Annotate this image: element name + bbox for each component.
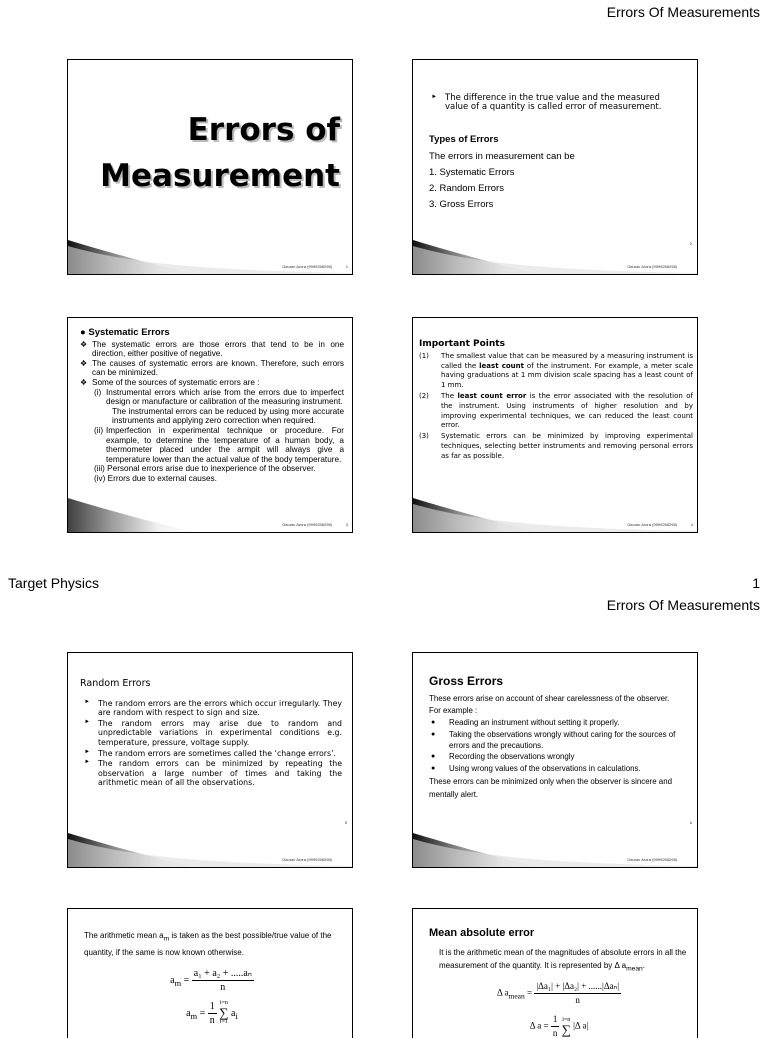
- formula-sub: mean: [508, 990, 525, 1000]
- slide-heading: Important Points: [419, 339, 505, 349]
- formula-lhs: a: [186, 1007, 191, 1019]
- list-item: 2. Random Errors: [429, 183, 504, 194]
- slide-heading: Types of Errors: [429, 134, 499, 145]
- slide-credit: Gaurav Arora (9999258298): [282, 857, 332, 862]
- slide-credit: Gaurav Arora (9999258298): [627, 264, 677, 269]
- slide-6: [412, 652, 698, 868]
- intro-bullet: ‣ The difference in the true value and the measured value of a quantity is called error of measurement.: [427, 94, 677, 112]
- slide-title-line2: Measurement: [100, 158, 340, 194]
- sub-label: (i): [94, 387, 102, 397]
- sub-text: Instrumental errors which arise from the errors due to imperfect design or manufacture or calibration of the measuring instrument.: [106, 387, 344, 407]
- slide-2: [412, 59, 698, 275]
- slide-5: [67, 652, 353, 868]
- text: m: [163, 935, 170, 943]
- slide-number: 2: [689, 241, 692, 246]
- formula-sum: $a_m$ = $\frac{1}{n}$ i=n ∑ i=1 $a_i$: [186, 1000, 238, 1026]
- text: The arithmetic mean a: [84, 931, 164, 940]
- list-item: ● Taking the observations wrongly without caring for the sources of errors and the precautions.: [429, 729, 689, 751]
- sum-symbol: [219, 1000, 228, 1026]
- formula-term: |: [586, 1020, 589, 1031]
- bullet-icon: ●: [80, 327, 89, 338]
- point-term: least count: [479, 361, 524, 370]
- slide-1: [67, 59, 353, 275]
- formula-sub: m: [190, 1011, 198, 1021]
- point-text: Systematic errors can be minimized by improving experimental techniques, selecting better instruments and removing personal errors as far as possible.: [441, 432, 693, 460]
- slide-lead: The errors in measurement can be: [429, 151, 575, 162]
- formula-term: |Δ a: [573, 1020, 587, 1031]
- slide-credit: Gaurav Arora (9999258298): [627, 857, 677, 862]
- point-text: is the error associated with the resolution of the instrument. Using instruments of higher resolution and by improving experimental techniques, we can reduced the least count error.: [441, 391, 693, 430]
- paragraph: For example :: [429, 706, 478, 715]
- text: It is the arithmetic mean of the magnitudes of absolute errors in all the measurement of the quantity. It is represented by Δ a: [439, 948, 687, 970]
- slide-number: 4: [690, 522, 693, 527]
- paragraph: [429, 946, 689, 976]
- formula-sub: m: [174, 978, 182, 988]
- slide-number: 3: [345, 522, 348, 527]
- sub-item: (iv) Errors due to external causes.: [94, 473, 217, 483]
- list-item: ‣ The random errors can be minimized by repeating the observation a large number of times and taking the arithmetic mean of all the observations.: [80, 759, 342, 788]
- page-number: 1: [752, 575, 760, 591]
- slide-credit: Gaurav Arora (9999258298): [282, 264, 332, 269]
- slide-3: [67, 317, 353, 533]
- sum-lower: i=1: [219, 1019, 228, 1026]
- formula-sub: i: [235, 1011, 238, 1021]
- slide-intro: [427, 94, 677, 112]
- point-item: [419, 352, 693, 391]
- formula-mean-error: Δ $a_{mean}$ = $\frac{\text{|Δa₁| + |Δa₂| + ......|Δaₙ|}}{n}$: [496, 980, 620, 1005]
- formula-fraction: [208, 1000, 217, 1027]
- fraction-denominator: n: [575, 994, 580, 1005]
- point-text: The: [441, 391, 458, 400]
- point-item: [419, 432, 693, 461]
- formula-term: a: [231, 1007, 236, 1019]
- slide-body: [80, 679, 342, 789]
- list-item: ● Using wrong values of the observations in calculations.: [429, 763, 689, 775]
- text: .: [642, 961, 645, 970]
- fraction-numerator: 1: [551, 1013, 560, 1027]
- sigma-icon: ∑: [561, 1021, 571, 1037]
- list-item: ‣ The random errors are the errors which occur irregularly. They are random with respect to sign and size.: [80, 699, 342, 718]
- slide-body: [80, 328, 344, 484]
- sub-label: (ii): [94, 425, 104, 435]
- text: mean: [626, 965, 643, 973]
- formula-fraction: [192, 967, 254, 994]
- sum-symbol: [562, 1017, 571, 1036]
- point-item: [419, 392, 693, 431]
- paragraph: ❖ Some of the sources of systematic errors are :: [80, 378, 344, 388]
- slide-heading: Random Errors: [80, 678, 151, 689]
- bullet-list: [80, 699, 342, 788]
- slide-heading: Mean absolute error: [429, 927, 535, 939]
- formula-fraction: [551, 1013, 560, 1038]
- sub-continuation: The instrumental errors can be reduced by using more accurate instruments and applying zero correction when required.: [112, 406, 344, 426]
- slide-body: [429, 927, 689, 1038]
- formula-lhs: Δ a: [496, 987, 509, 998]
- fraction-numerator: a₁ + a₂ + .....aₙ: [193, 967, 252, 979]
- slide-number: 1: [345, 264, 348, 269]
- formula-fraction: [534, 980, 621, 1007]
- formula-mean: $a_m$ = $\frac{\text{a₁ + a₂ + .....aₙ}}{n}$: [170, 967, 252, 993]
- slide-body: [84, 929, 340, 1027]
- point-number: (3): [419, 432, 429, 441]
- formula-sum: Δ a = $\frac{1}{n}$ i=n ∑ |Δ a|: [529, 1013, 589, 1038]
- slide-heading: [80, 328, 344, 338]
- formula-lhs: Δ a: [529, 1020, 542, 1031]
- slide-7: [67, 908, 353, 1038]
- formula-lhs: a: [170, 974, 175, 986]
- fraction-numerator: |Δa₁| + |Δa₂| + ......|Δaₙ|: [534, 980, 621, 994]
- point-number: (2): [419, 391, 429, 400]
- list-item: 1. Systematic Errors: [429, 167, 515, 178]
- slide-title-line1: Errors of: [187, 112, 340, 148]
- paragraph: ❖ The systematic errors are those errors that tend to be in one direction, either positive of negative.: [80, 340, 344, 359]
- list-item: ● Recording the observations wrongly: [429, 751, 689, 763]
- page-footer-left: Target Physics: [8, 575, 100, 591]
- page-header: Errors Of Measurements: [606, 597, 760, 613]
- fraction-denominator: n: [209, 1014, 215, 1026]
- heading-text: Systematic Errors: [88, 327, 170, 338]
- slide-body: [429, 675, 689, 801]
- paragraph: ❖ The causes of systematic errors are known. Therefore, such errors can be minimized.: [80, 359, 344, 378]
- sub-item: (iii) Personal errors arise due to inexperience of the observer.: [94, 464, 316, 474]
- slide-body: [419, 340, 693, 463]
- paragraph: [84, 929, 340, 959]
- sigma-icon: ∑: [219, 1005, 229, 1021]
- slide-number: 5: [344, 820, 347, 825]
- text: is taken as the best possible/true value of the quantity, if the same is now known otherwise.: [84, 931, 332, 957]
- point-number: (1): [419, 351, 429, 360]
- fraction-denominator: n: [220, 981, 226, 993]
- list-item: ● Reading an instrument without setting it properly.: [429, 717, 689, 729]
- list-item: 3. Gross Errors: [429, 199, 494, 210]
- fraction-denominator: n: [552, 1027, 558, 1038]
- point-term: least count error: [457, 391, 527, 400]
- slide-heading: Gross Errors: [429, 674, 504, 688]
- sub-item: [80, 388, 344, 407]
- point-text: The smallest value that can be measured by a measuring instrument is called the: [441, 351, 693, 370]
- list-item: ‣ The random errors may arise due to random and unpredictable variations in experimental conditions e.g. temperature, pressure, voltage supply.: [80, 719, 342, 748]
- list-item: ‣ The random errors are sometimes called the ‘change errors’.: [80, 749, 342, 759]
- point-text: of the instrument. For example, a meter scale having graduations at 1 mm division scale spacing has a least count of 1 mm.: [441, 361, 694, 390]
- slide-number: 6: [689, 820, 692, 825]
- page-header: Errors Of Measurements: [606, 4, 760, 20]
- slide-credit: Gaurav Arora (9999258298): [627, 522, 677, 527]
- sub-text: Imperfection in experimental technique or procedure. For example, to determine the temperature of a human body, a thermometer placed under the armpit will always give a temperature lower than the actual value of the body temperature.: [106, 425, 344, 464]
- paragraph: These errors arise on account of shear carelessness of the observer.: [429, 694, 670, 703]
- slide-4: [412, 317, 698, 533]
- slide-8: [412, 908, 698, 1038]
- fraction-numerator: 1: [209, 1000, 215, 1012]
- sub-item: [80, 426, 344, 464]
- paragraph: These errors can be minimized only when the observer is sincere and mentally alert.: [429, 777, 672, 799]
- slide-credit: Gaurav Arora (9999258298): [282, 522, 332, 527]
- sum-upper: i=n: [562, 1016, 571, 1023]
- sum-upper: i=n: [219, 1000, 228, 1007]
